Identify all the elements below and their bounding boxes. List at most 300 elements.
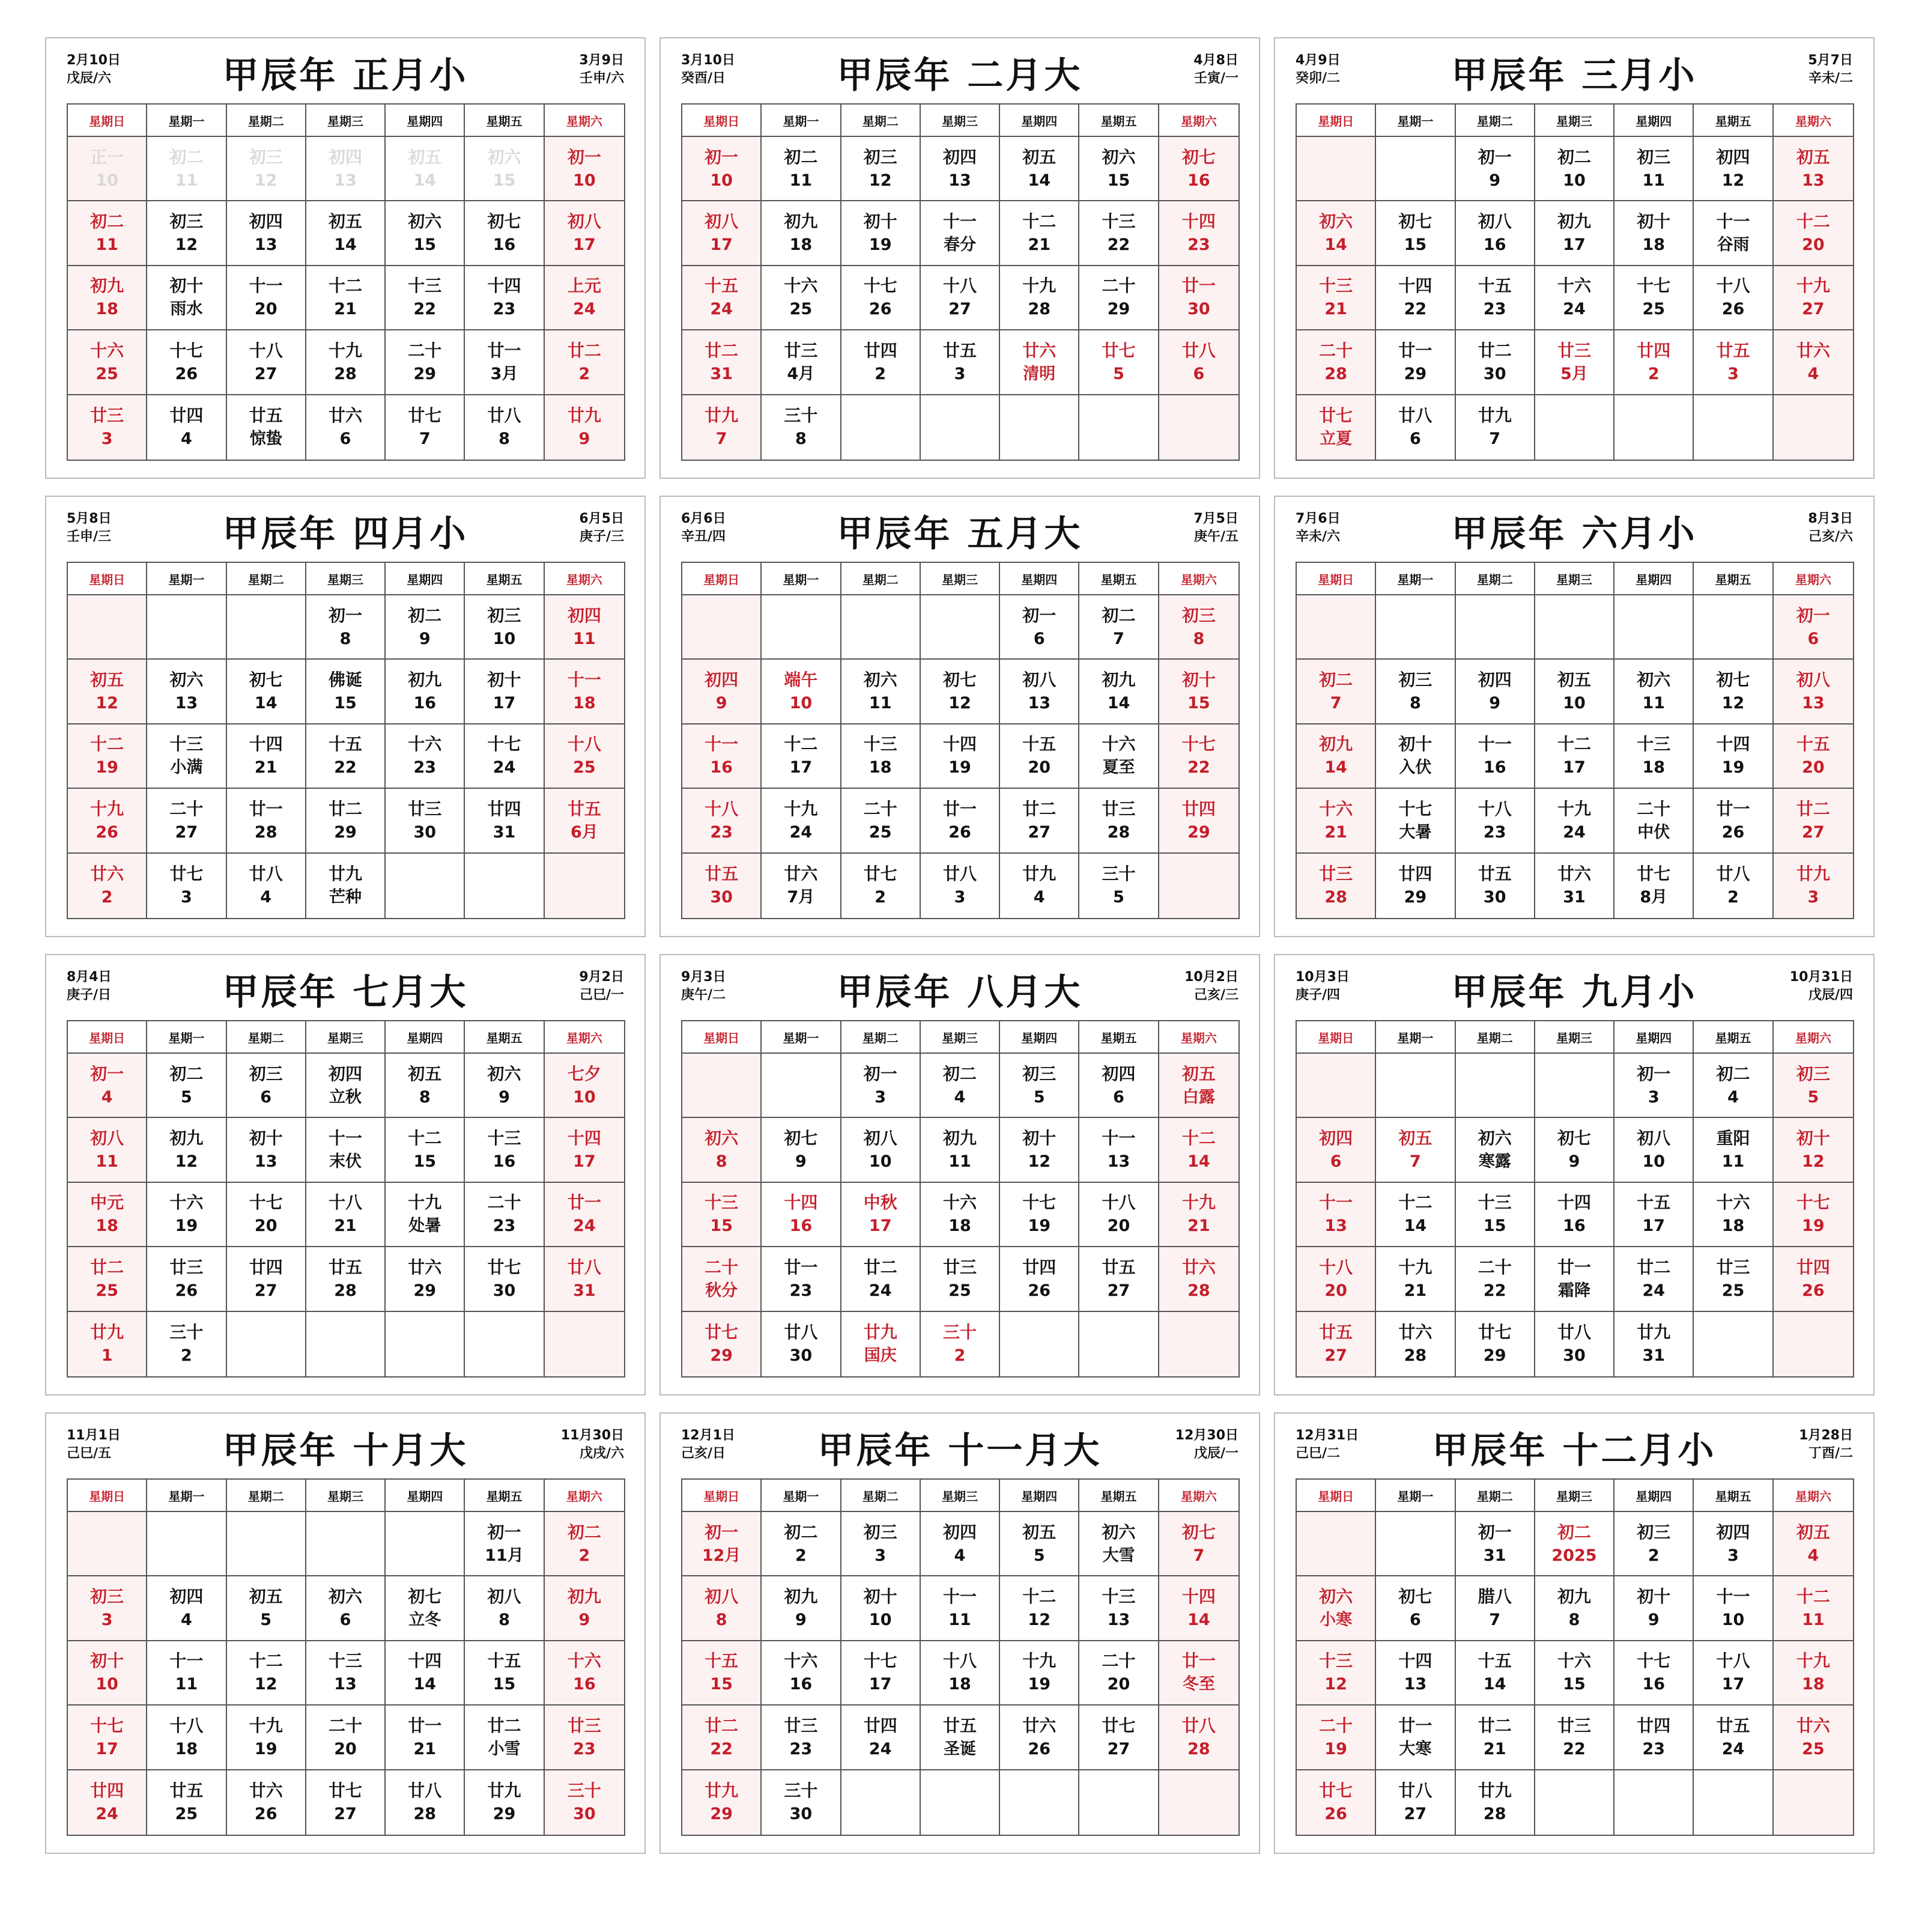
day-cell[interactable] xyxy=(921,395,1000,460)
day-cell[interactable] xyxy=(1297,1054,1376,1118)
day-cell[interactable] xyxy=(545,1641,624,1706)
day-cell[interactable] xyxy=(1694,854,1773,918)
day-cell[interactable] xyxy=(1079,1512,1159,1576)
day-cell[interactable] xyxy=(1614,1576,1694,1641)
day-cell[interactable] xyxy=(1079,1312,1159,1376)
day-cell[interactable] xyxy=(1297,854,1376,918)
day-cell[interactable] xyxy=(1000,266,1079,330)
day-cell[interactable] xyxy=(841,1183,921,1247)
day-cell[interactable] xyxy=(1535,201,1614,266)
day-cell[interactable] xyxy=(465,1706,544,1770)
day-cell[interactable] xyxy=(465,395,544,460)
day-cell[interactable] xyxy=(1614,137,1694,201)
day-cell[interactable] xyxy=(1079,1054,1159,1118)
day-cell[interactable] xyxy=(921,660,1000,724)
day-cell[interactable] xyxy=(682,724,762,789)
day-cell[interactable] xyxy=(1774,137,1853,201)
day-cell[interactable] xyxy=(386,1706,465,1770)
day-cell[interactable] xyxy=(1376,1770,1455,1835)
day-cell[interactable] xyxy=(1694,1247,1773,1311)
day-cell[interactable] xyxy=(762,201,841,266)
day-cell[interactable] xyxy=(1774,1247,1853,1311)
day-cell[interactable] xyxy=(1694,1054,1773,1118)
day-cell[interactable] xyxy=(545,1576,624,1641)
day-cell[interactable] xyxy=(465,266,544,330)
day-cell[interactable] xyxy=(1376,724,1455,789)
day-cell[interactable] xyxy=(1000,1054,1079,1118)
day-cell[interactable] xyxy=(306,660,386,724)
day-cell[interactable] xyxy=(1694,137,1773,201)
day-cell[interactable] xyxy=(841,660,921,724)
day-cell[interactable] xyxy=(841,595,921,660)
day-cell[interactable] xyxy=(1456,789,1535,853)
day-cell[interactable] xyxy=(1614,395,1694,460)
day-cell[interactable] xyxy=(1774,1118,1853,1182)
day-cell[interactable] xyxy=(545,1247,624,1311)
day-cell[interactable] xyxy=(1000,330,1079,395)
day-cell[interactable] xyxy=(386,1054,465,1118)
day-cell[interactable] xyxy=(1297,1183,1376,1247)
day-cell[interactable] xyxy=(1456,854,1535,918)
day-cell[interactable] xyxy=(386,789,465,853)
day-cell[interactable] xyxy=(1456,1247,1535,1311)
day-cell[interactable] xyxy=(1774,789,1853,853)
day-cell[interactable] xyxy=(465,1247,544,1311)
day-cell[interactable] xyxy=(1297,1118,1376,1182)
day-cell[interactable] xyxy=(147,595,226,660)
day-cell[interactable] xyxy=(1079,266,1159,330)
day-cell[interactable] xyxy=(841,1512,921,1576)
day-cell[interactable] xyxy=(68,724,147,789)
day-cell[interactable] xyxy=(1159,266,1238,330)
day-cell[interactable] xyxy=(921,595,1000,660)
day-cell[interactable] xyxy=(1694,595,1773,660)
day-cell[interactable] xyxy=(1376,266,1455,330)
day-cell[interactable] xyxy=(1774,1312,1853,1376)
day-cell[interactable] xyxy=(762,266,841,330)
day-cell[interactable] xyxy=(1535,1054,1614,1118)
day-cell[interactable] xyxy=(682,201,762,266)
day-cell[interactable] xyxy=(68,660,147,724)
day-cell[interactable] xyxy=(1000,724,1079,789)
day-cell[interactable] xyxy=(147,1247,226,1311)
day-cell[interactable] xyxy=(147,395,226,460)
day-cell[interactable] xyxy=(1079,1183,1159,1247)
day-cell[interactable] xyxy=(545,395,624,460)
day-cell[interactable] xyxy=(1456,266,1535,330)
day-cell[interactable] xyxy=(1774,395,1853,460)
day-cell[interactable] xyxy=(465,330,544,395)
day-cell[interactable] xyxy=(1376,1118,1455,1182)
day-cell[interactable] xyxy=(1079,1641,1159,1706)
day-cell[interactable] xyxy=(386,1576,465,1641)
day-cell[interactable] xyxy=(841,724,921,789)
day-cell[interactable] xyxy=(682,1770,762,1835)
day-cell[interactable] xyxy=(1535,789,1614,853)
day-cell[interactable] xyxy=(1614,1118,1694,1182)
day-cell[interactable] xyxy=(841,854,921,918)
day-cell[interactable] xyxy=(921,1770,1000,1835)
day-cell[interactable] xyxy=(1774,1576,1853,1641)
day-cell[interactable] xyxy=(1376,854,1455,918)
day-cell[interactable] xyxy=(1774,330,1853,395)
day-cell[interactable] xyxy=(306,595,386,660)
day-cell[interactable] xyxy=(1376,789,1455,853)
day-cell[interactable] xyxy=(1694,1183,1773,1247)
day-cell[interactable] xyxy=(1000,595,1079,660)
day-cell[interactable] xyxy=(1376,395,1455,460)
day-cell[interactable] xyxy=(1694,1118,1773,1182)
day-cell[interactable] xyxy=(227,1770,306,1835)
day-cell[interactable] xyxy=(465,789,544,853)
day-cell[interactable] xyxy=(545,1183,624,1247)
day-cell[interactable] xyxy=(306,1247,386,1311)
day-cell[interactable] xyxy=(921,724,1000,789)
day-cell[interactable] xyxy=(1297,201,1376,266)
day-cell[interactable] xyxy=(1774,1054,1853,1118)
day-cell[interactable] xyxy=(1159,1118,1238,1182)
day-cell[interactable] xyxy=(227,660,306,724)
day-cell[interactable] xyxy=(921,1641,1000,1706)
day-cell[interactable] xyxy=(386,1641,465,1706)
day-cell[interactable] xyxy=(1297,595,1376,660)
day-cell[interactable] xyxy=(147,789,226,853)
day-cell[interactable] xyxy=(386,1512,465,1576)
day-cell[interactable] xyxy=(1000,1312,1079,1376)
day-cell[interactable] xyxy=(147,854,226,918)
day-cell[interactable] xyxy=(1614,1183,1694,1247)
day-cell[interactable] xyxy=(1159,1576,1238,1641)
day-cell[interactable] xyxy=(841,1312,921,1376)
day-cell[interactable] xyxy=(1774,1512,1853,1576)
day-cell[interactable] xyxy=(1456,1118,1535,1182)
day-cell[interactable] xyxy=(682,1641,762,1706)
day-cell[interactable] xyxy=(306,266,386,330)
day-cell[interactable] xyxy=(1159,724,1238,789)
day-cell[interactable] xyxy=(68,330,147,395)
day-cell[interactable] xyxy=(1159,789,1238,853)
day-cell[interactable] xyxy=(386,330,465,395)
day-cell[interactable] xyxy=(68,1312,147,1376)
day-cell[interactable] xyxy=(1079,1770,1159,1835)
day-cell[interactable] xyxy=(1614,854,1694,918)
day-cell[interactable] xyxy=(386,854,465,918)
day-cell[interactable] xyxy=(545,1312,624,1376)
day-cell[interactable] xyxy=(762,137,841,201)
day-cell[interactable] xyxy=(1159,595,1238,660)
day-cell[interactable] xyxy=(762,854,841,918)
day-cell[interactable] xyxy=(1079,660,1159,724)
day-cell[interactable] xyxy=(1535,137,1614,201)
day-cell[interactable] xyxy=(147,137,226,201)
day-cell[interactable] xyxy=(1694,395,1773,460)
day-cell[interactable] xyxy=(1159,854,1238,918)
day-cell[interactable] xyxy=(1614,1706,1694,1770)
day-cell[interactable] xyxy=(1535,1118,1614,1182)
day-cell[interactable] xyxy=(1000,660,1079,724)
day-cell[interactable] xyxy=(1079,330,1159,395)
day-cell[interactable] xyxy=(68,1706,147,1770)
day-cell[interactable] xyxy=(306,1183,386,1247)
day-cell[interactable] xyxy=(147,1641,226,1706)
day-cell[interactable] xyxy=(921,201,1000,266)
day-cell[interactable] xyxy=(1376,137,1455,201)
day-cell[interactable] xyxy=(1079,137,1159,201)
day-cell[interactable] xyxy=(1456,1183,1535,1247)
day-cell[interactable] xyxy=(1614,789,1694,853)
day-cell[interactable] xyxy=(1614,1247,1694,1311)
day-cell[interactable] xyxy=(1535,266,1614,330)
day-cell[interactable] xyxy=(1376,1706,1455,1770)
day-cell[interactable] xyxy=(1159,1512,1238,1576)
day-cell[interactable] xyxy=(1456,137,1535,201)
day-cell[interactable] xyxy=(227,1641,306,1706)
day-cell[interactable] xyxy=(1000,1770,1079,1835)
day-cell[interactable] xyxy=(465,1312,544,1376)
day-cell[interactable] xyxy=(465,201,544,266)
day-cell[interactable] xyxy=(386,1312,465,1376)
day-cell[interactable] xyxy=(147,266,226,330)
day-cell[interactable] xyxy=(1694,1512,1773,1576)
day-cell[interactable] xyxy=(386,395,465,460)
day-cell[interactable] xyxy=(545,266,624,330)
day-cell[interactable] xyxy=(386,1247,465,1311)
day-cell[interactable] xyxy=(682,1576,762,1641)
day-cell[interactable] xyxy=(682,1512,762,1576)
day-cell[interactable] xyxy=(1774,1770,1853,1835)
day-cell[interactable] xyxy=(1774,854,1853,918)
day-cell[interactable] xyxy=(1535,1641,1614,1706)
day-cell[interactable] xyxy=(921,1054,1000,1118)
day-cell[interactable] xyxy=(1614,660,1694,724)
day-cell[interactable] xyxy=(682,330,762,395)
day-cell[interactable] xyxy=(682,1706,762,1770)
day-cell[interactable] xyxy=(227,789,306,853)
day-cell[interactable] xyxy=(1000,1183,1079,1247)
day-cell[interactable] xyxy=(465,137,544,201)
day-cell[interactable] xyxy=(1000,395,1079,460)
day-cell[interactable] xyxy=(841,1770,921,1835)
day-cell[interactable] xyxy=(1376,330,1455,395)
day-cell[interactable] xyxy=(762,330,841,395)
day-cell[interactable] xyxy=(1159,1706,1238,1770)
day-cell[interactable] xyxy=(1000,1512,1079,1576)
day-cell[interactable] xyxy=(147,1183,226,1247)
day-cell[interactable] xyxy=(227,1247,306,1311)
day-cell[interactable] xyxy=(921,854,1000,918)
day-cell[interactable] xyxy=(465,724,544,789)
day-cell[interactable] xyxy=(227,1512,306,1576)
day-cell[interactable] xyxy=(227,1706,306,1770)
day-cell[interactable] xyxy=(1694,660,1773,724)
day-cell[interactable] xyxy=(921,266,1000,330)
day-cell[interactable] xyxy=(306,137,386,201)
day-cell[interactable] xyxy=(465,854,544,918)
day-cell[interactable] xyxy=(682,1054,762,1118)
day-cell[interactable] xyxy=(1376,201,1455,266)
day-cell[interactable] xyxy=(921,330,1000,395)
day-cell[interactable] xyxy=(147,1576,226,1641)
day-cell[interactable] xyxy=(1079,854,1159,918)
day-cell[interactable] xyxy=(1297,1641,1376,1706)
day-cell[interactable] xyxy=(762,1247,841,1311)
day-cell[interactable] xyxy=(68,1770,147,1835)
day-cell[interactable] xyxy=(1694,724,1773,789)
day-cell[interactable] xyxy=(227,1576,306,1641)
day-cell[interactable] xyxy=(921,1576,1000,1641)
day-cell[interactable] xyxy=(1535,854,1614,918)
day-cell[interactable] xyxy=(1297,1576,1376,1641)
day-cell[interactable] xyxy=(1456,201,1535,266)
day-cell[interactable] xyxy=(1376,595,1455,660)
day-cell[interactable] xyxy=(1774,1706,1853,1770)
day-cell[interactable] xyxy=(921,789,1000,853)
day-cell[interactable] xyxy=(1159,1054,1238,1118)
day-cell[interactable] xyxy=(841,789,921,853)
day-cell[interactable] xyxy=(1694,1576,1773,1641)
day-cell[interactable] xyxy=(1535,660,1614,724)
day-cell[interactable] xyxy=(1694,1770,1773,1835)
day-cell[interactable] xyxy=(1297,1706,1376,1770)
day-cell[interactable] xyxy=(1297,1512,1376,1576)
day-cell[interactable] xyxy=(545,789,624,853)
day-cell[interactable] xyxy=(386,266,465,330)
day-cell[interactable] xyxy=(1614,266,1694,330)
day-cell[interactable] xyxy=(1079,1706,1159,1770)
day-cell[interactable] xyxy=(1614,201,1694,266)
day-cell[interactable] xyxy=(1159,330,1238,395)
day-cell[interactable] xyxy=(386,1118,465,1182)
day-cell[interactable] xyxy=(1694,789,1773,853)
day-cell[interactable] xyxy=(1694,266,1773,330)
day-cell[interactable] xyxy=(1297,395,1376,460)
day-cell[interactable] xyxy=(147,724,226,789)
day-cell[interactable] xyxy=(1159,201,1238,266)
day-cell[interactable] xyxy=(68,137,147,201)
day-cell[interactable] xyxy=(1535,1576,1614,1641)
day-cell[interactable] xyxy=(1376,1312,1455,1376)
day-cell[interactable] xyxy=(1456,1312,1535,1376)
day-cell[interactable] xyxy=(921,137,1000,201)
day-cell[interactable] xyxy=(1456,1641,1535,1706)
day-cell[interactable] xyxy=(1000,1576,1079,1641)
day-cell[interactable] xyxy=(682,1247,762,1311)
day-cell[interactable] xyxy=(682,660,762,724)
day-cell[interactable] xyxy=(1614,724,1694,789)
day-cell[interactable] xyxy=(921,1312,1000,1376)
day-cell[interactable] xyxy=(1297,330,1376,395)
day-cell[interactable] xyxy=(306,1706,386,1770)
day-cell[interactable] xyxy=(682,1183,762,1247)
day-cell[interactable] xyxy=(1000,201,1079,266)
day-cell[interactable] xyxy=(1614,1770,1694,1835)
day-cell[interactable] xyxy=(1535,1247,1614,1311)
day-cell[interactable] xyxy=(147,330,226,395)
day-cell[interactable] xyxy=(682,395,762,460)
day-cell[interactable] xyxy=(1456,724,1535,789)
day-cell[interactable] xyxy=(1456,1706,1535,1770)
day-cell[interactable] xyxy=(841,1706,921,1770)
day-cell[interactable] xyxy=(1535,395,1614,460)
day-cell[interactable] xyxy=(465,1770,544,1835)
day-cell[interactable] xyxy=(306,1118,386,1182)
day-cell[interactable] xyxy=(762,660,841,724)
day-cell[interactable] xyxy=(841,395,921,460)
day-cell[interactable] xyxy=(1774,660,1853,724)
day-cell[interactable] xyxy=(1159,395,1238,460)
day-cell[interactable] xyxy=(1694,1312,1773,1376)
day-cell[interactable] xyxy=(1079,395,1159,460)
day-cell[interactable] xyxy=(545,1512,624,1576)
day-cell[interactable] xyxy=(841,1576,921,1641)
day-cell[interactable] xyxy=(1614,1312,1694,1376)
day-cell[interactable] xyxy=(147,1770,226,1835)
day-cell[interactable] xyxy=(1000,1118,1079,1182)
day-cell[interactable] xyxy=(465,1641,544,1706)
day-cell[interactable] xyxy=(1535,1770,1614,1835)
day-cell[interactable] xyxy=(227,1183,306,1247)
day-cell[interactable] xyxy=(762,1054,841,1118)
day-cell[interactable] xyxy=(1535,1183,1614,1247)
day-cell[interactable] xyxy=(1774,595,1853,660)
day-cell[interactable] xyxy=(921,1706,1000,1770)
day-cell[interactable] xyxy=(1376,1641,1455,1706)
day-cell[interactable] xyxy=(306,201,386,266)
day-cell[interactable] xyxy=(1159,660,1238,724)
day-cell[interactable] xyxy=(921,1183,1000,1247)
day-cell[interactable] xyxy=(1297,789,1376,853)
day-cell[interactable] xyxy=(227,1118,306,1182)
day-cell[interactable] xyxy=(545,1054,624,1118)
day-cell[interactable] xyxy=(841,330,921,395)
day-cell[interactable] xyxy=(306,724,386,789)
day-cell[interactable] xyxy=(227,201,306,266)
day-cell[interactable] xyxy=(1774,201,1853,266)
day-cell[interactable] xyxy=(841,1247,921,1311)
day-cell[interactable] xyxy=(1614,1641,1694,1706)
day-cell[interactable] xyxy=(1079,724,1159,789)
day-cell[interactable] xyxy=(1079,1576,1159,1641)
day-cell[interactable] xyxy=(1535,595,1614,660)
day-cell[interactable] xyxy=(465,1118,544,1182)
day-cell[interactable] xyxy=(465,1054,544,1118)
day-cell[interactable] xyxy=(762,1770,841,1835)
day-cell[interactable] xyxy=(545,595,624,660)
day-cell[interactable] xyxy=(68,201,147,266)
day-cell[interactable] xyxy=(306,1312,386,1376)
day-cell[interactable] xyxy=(1535,1706,1614,1770)
day-cell[interactable] xyxy=(762,1312,841,1376)
day-cell[interactable] xyxy=(1159,1641,1238,1706)
day-cell[interactable] xyxy=(147,201,226,266)
day-cell[interactable] xyxy=(1159,1770,1238,1835)
day-cell[interactable] xyxy=(1000,789,1079,853)
day-cell[interactable] xyxy=(841,1641,921,1706)
day-cell[interactable] xyxy=(1297,1247,1376,1311)
day-cell[interactable] xyxy=(1159,1247,1238,1311)
day-cell[interactable] xyxy=(68,1512,147,1576)
day-cell[interactable] xyxy=(545,330,624,395)
day-cell[interactable] xyxy=(1376,1247,1455,1311)
day-cell[interactable] xyxy=(545,137,624,201)
day-cell[interactable] xyxy=(1614,595,1694,660)
day-cell[interactable] xyxy=(1456,1770,1535,1835)
day-cell[interactable] xyxy=(762,724,841,789)
day-cell[interactable] xyxy=(1079,789,1159,853)
day-cell[interactable] xyxy=(762,1641,841,1706)
day-cell[interactable] xyxy=(68,595,147,660)
day-cell[interactable] xyxy=(68,1118,147,1182)
